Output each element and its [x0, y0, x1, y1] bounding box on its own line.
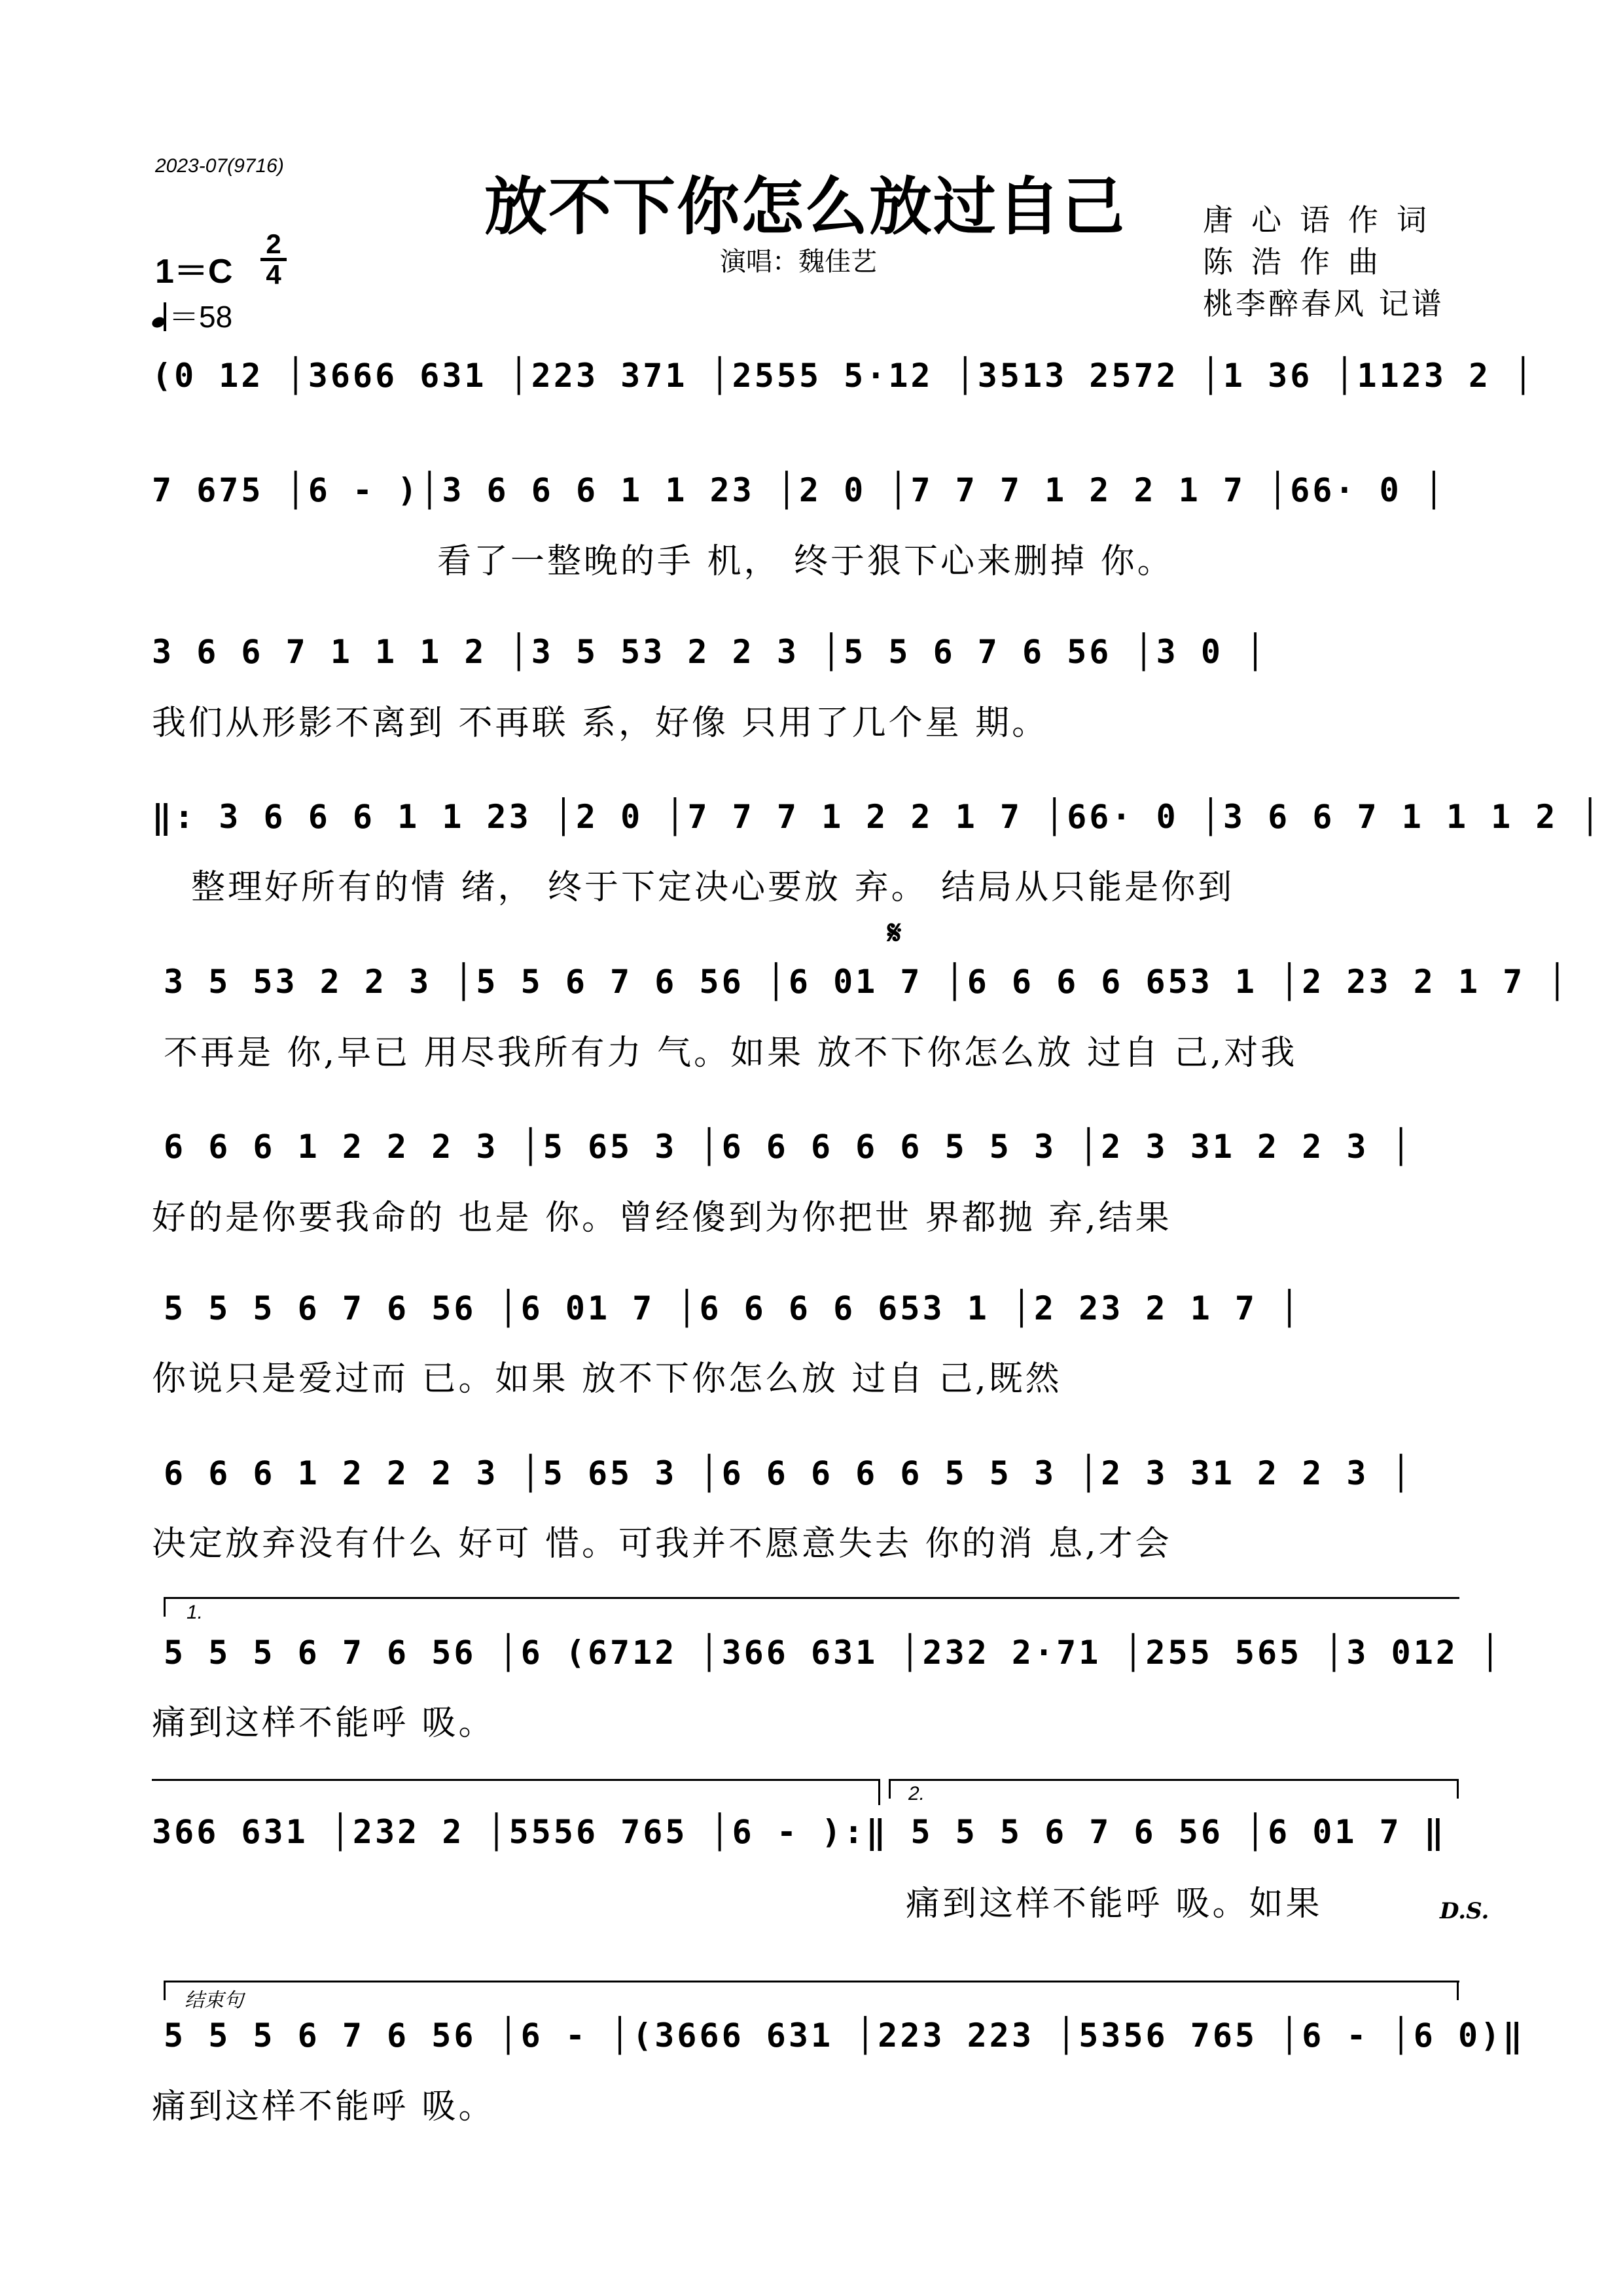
song-title: 放不下你怎么放过自己	[484, 170, 1126, 243]
volta-1-continuation	[152, 1779, 878, 1781]
system-8-lyrics: 决定放弃没有什么 好可 惜。可我并不愿意失去 你的消 息,才会	[152, 1524, 1172, 1564]
volta-2-hook	[889, 1779, 891, 1799]
quarter-note-stem	[164, 302, 166, 331]
system-11-notes: 5 5 5 6 7 6 56 │6 - │(3666 631 │223 223 │5356 765 │6 - │6 0)‖	[164, 2017, 1525, 2054]
time-signature	[260, 230, 287, 289]
system-10-notes: 366 631 │232 2 │5556 765 │6 - ):‖ 5 5 5 6 7 6 56 │6 01 7 ‖	[152, 1813, 1446, 1851]
system-4-notes: ‖: 3 6 6 6 1 1 23 │2 0 │7 7 7 1 2 2 1 7 │66· 0 │3 6 6 7 1 1 1 2 │	[152, 798, 1603, 836]
transcriber-credit: 桃李醉春风 记谱	[1203, 286, 1444, 321]
system-11-lyrics: 痛到这样不能呼 吸。	[152, 2087, 495, 2126]
system-7-notes: 5 5 5 6 7 6 56 │6 01 7 │6 6 6 6 653 1 │2 23 2 1 7 │	[164, 1289, 1302, 1327]
system-3-notes: 3 6 6 7 1 1 1 2 │3 5 53 2 2 3 │5 5 6 7 6 56 │3 0 │	[152, 633, 1268, 671]
volta-1-hook	[164, 1597, 166, 1617]
volta-2-label: 2.	[908, 1783, 925, 1804]
system-6-lyrics: 好的是你要我命的 也是 你。曾经傻到为你把世 界都抛 弃,结果	[152, 1198, 1172, 1238]
volta-2-end-hook	[1457, 1779, 1459, 1799]
system-5-notes: 3 5 53 2 2 3 │5 5 6 7 6 56 │6 01 7 │6 6 6 6 653 1 │2 23 2 1 7 │	[164, 963, 1570, 1001]
ending-bracket	[164, 1981, 1459, 1982]
tempo-marking	[152, 293, 232, 336]
system-4-lyrics: 整理好所有的情 绪， 终于下定决心要放 弃。 结局从只能是你到	[191, 868, 1235, 907]
ending-label: 结束句	[185, 1990, 243, 2011]
tempo-value: ＝58	[169, 300, 233, 334]
composer-credit: 陈浩作曲	[1203, 244, 1397, 279]
system-9-lyrics: 痛到这样不能呼 吸。	[152, 1704, 495, 1743]
system-2-lyrics: 看了一整晚的手 机， 终于狠下心来删掉 你。	[437, 542, 1174, 581]
volta-1-end-hook	[878, 1779, 880, 1805]
time-signature-bottom: 4	[266, 259, 281, 290]
key-signature: 1＝C	[155, 253, 233, 291]
ending-hook	[164, 1981, 166, 2000]
system-10-lyrics: 痛到这样不能呼 吸。如果	[906, 1884, 1323, 1924]
system-2-notes: 7 675 │6 - )│3 6 6 6 1 1 23 │2 0 │7 7 7 1 2 2 1 7 │66· 0 │	[152, 471, 1446, 509]
volta-2-bracket	[889, 1779, 1458, 1781]
dal-segno-mark: D.S.	[1440, 1898, 1489, 1924]
volta-1-label: 1.	[187, 1602, 204, 1623]
volta-1-bracket	[164, 1597, 1459, 1599]
system-6-notes: 6 6 6 1 2 2 2 3 │5 65 3 │6 6 6 6 6 5 5 3 │2 3 31 2 2 3 │	[164, 1128, 1414, 1166]
system-1-notes: (0 12 │3666 631 │223 371 │2555 5·12 │3513 2572 │1 36 │1123 2 │	[152, 357, 1536, 395]
system-8-notes: 6 6 6 1 2 2 2 3 │5 65 3 │6 6 6 6 6 5 5 3 │2 3 31 2 2 3 │	[164, 1454, 1414, 1492]
segno-sign: 𝄋	[887, 914, 902, 952]
system-5-lyrics: 不再是 你,早已 用尽我所有力 气。如果 放不下你怎么放 过自 己,对我	[164, 1033, 1298, 1073]
lyricist-credit: 唐心语作词	[1203, 202, 1445, 238]
time-signature-top: 2	[266, 228, 281, 259]
ending-end-hook	[1457, 1981, 1459, 2000]
singer-credit: 演唱：魏佳艺	[720, 247, 877, 277]
system-9-notes: 5 5 5 6 7 6 56 │6 (6712 │366 631 │232 2·71 │255 565 │3 012 │	[164, 1634, 1503, 1672]
document-code: 2023-07(9716)	[155, 155, 284, 177]
system-7-lyrics: 你说只是爱过而 已。如果 放不下你怎么放 过自 己,既然	[152, 1359, 1062, 1399]
system-3-lyrics: 我们从形影不离到 不再联 系，好像 只用了几个星 期。	[152, 704, 1049, 743]
